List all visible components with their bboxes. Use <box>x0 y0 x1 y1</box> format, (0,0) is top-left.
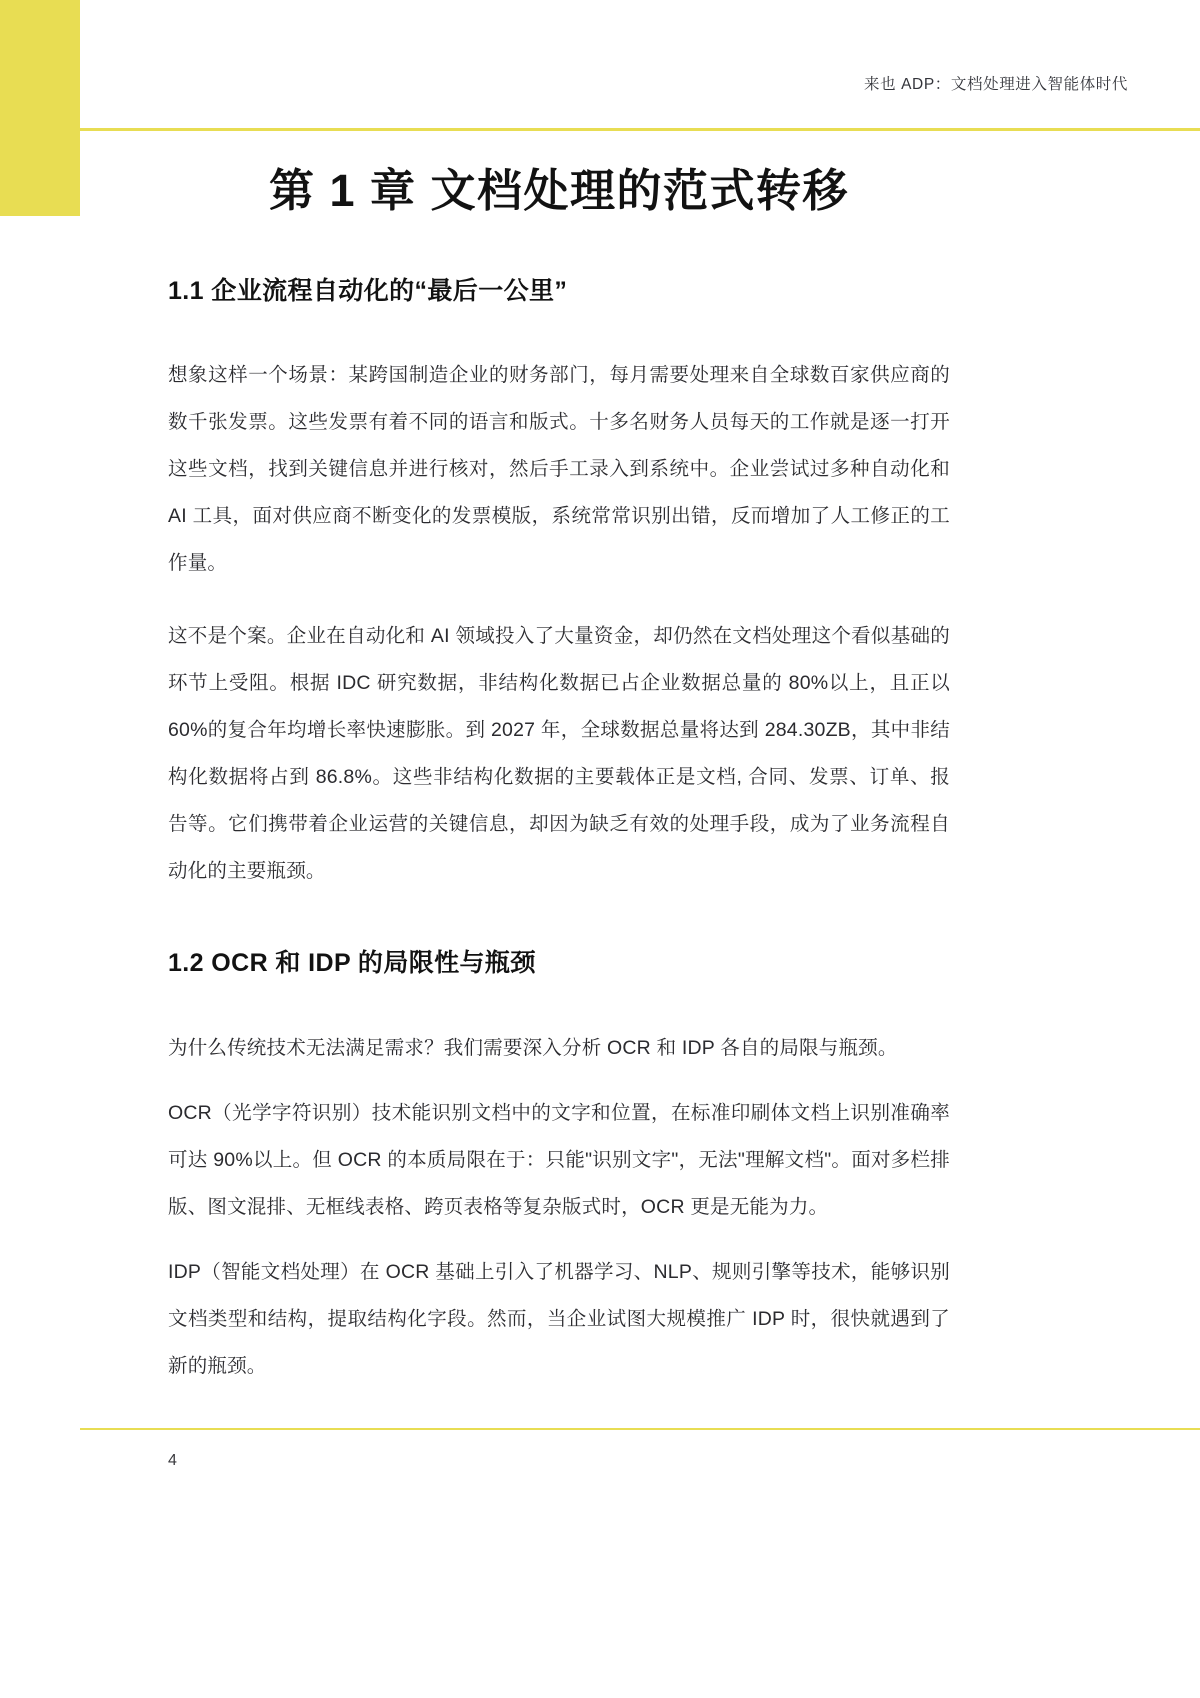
paragraph: 这不是个案。企业在自动化和 AI 领域投入了大量资金，却仍然在文档处理这个看似基础的环节上受阻。根据 IDC 研究数据，非结构化数据已占企业数据总量的 80%以上，且正以 60%的复合年均增长率快速膨胀。到 2027 年，全球数据总量将达到 284.30ZB，其中非结构化数据将占到 86.8%。这些非结构化数据的主要载体正是文档, 合同、发票、订单、报告等。它们携带着企业运营的关键信息，却因为缺乏有效的处理手段，成为了业务流程自动化的主要瓶颈。 <box>168 625 950 883</box>
running-header: 来也 ADP：文档处理进入智能体时代 <box>864 76 1128 93</box>
header-divider-rule <box>80 128 1200 131</box>
decorative-accent-block <box>0 0 80 216</box>
paragraph: IDP（智能文档处理）在 OCR 基础上引入了机器学习、NLP、规则引擎等技术，能够识别文档类型和结构，提取结构化字段。然而，当企业试图大规模推广 IDP 时，很快就遇到了新的瓶颈。 <box>168 1261 950 1378</box>
section-heading-1-2: 1.2 OCR 和 IDP 的局限性与瓶颈 <box>168 949 536 978</box>
paragraph: OCR（光学字符识别）技术能识别文档中的文字和位置，在标准印刷体文档上识别准确率可达 90%以上。但 OCR 的本质局限在于：只能"识别文字"，无法"理解文档"。面对多栏排版、图文混排、无框线表格、跨页表格等复杂版式时，OCR 更是无能为力。 <box>168 1102 950 1219</box>
chapter-title: 第 1 章 文档处理的范式转移 <box>268 165 850 216</box>
paragraph: 想象这样一个场景：某跨国制造企业的财务部门，每月需要处理来自全球数百家供应商的数千张发票。这些发票有着不同的语言和版式。十多名财务人员每天的工作就是逐一打开这些文档，找到关键信息并进行核对，然后手工录入到系统中。企业尝试过多种自动化和 AI 工具，面对供应商不断变化的发票模版，系统常常识别出错，反而增加了人工修正的工作量。 <box>168 364 950 575</box>
page-number: 4 <box>168 1452 178 1469</box>
section-heading-1-1: 1.1 企业流程自动化的“最后一公里” <box>168 276 568 305</box>
page-content <box>168 140 950 1390</box>
paragraph: 为什么传统技术无法满足需求？我们需要深入分析 OCR 和 IDP 各自的局限与瓶颈。 <box>168 1037 898 1060</box>
footer-divider-rule <box>80 1428 1200 1431</box>
